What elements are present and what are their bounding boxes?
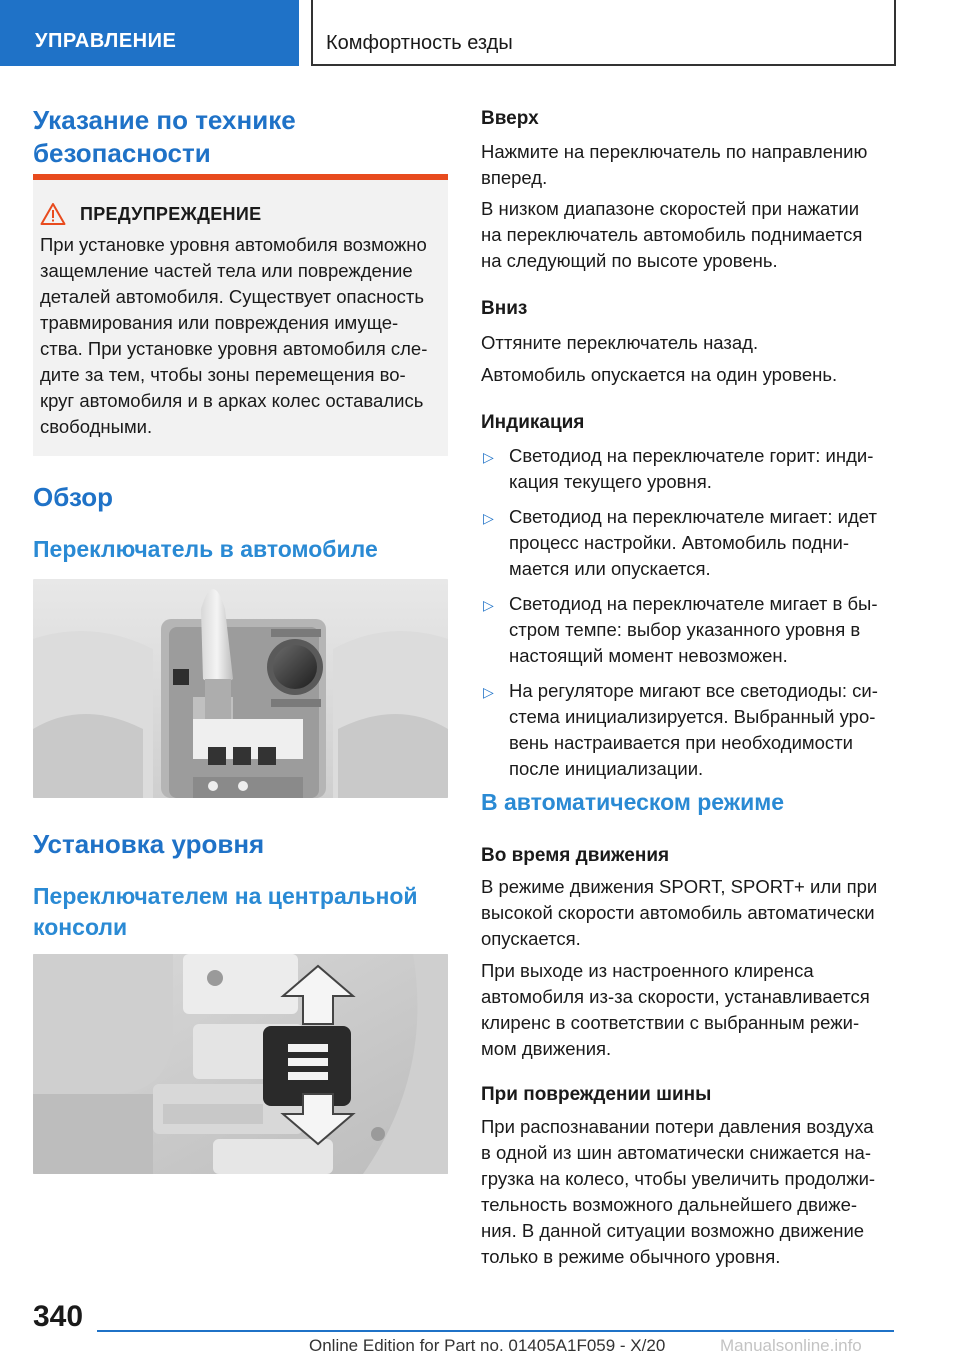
console-switch-heading-line-1: Переключателем на центральной xyxy=(33,883,418,909)
tire-line: ния. В данной ситуации возможно движение xyxy=(481,1220,865,1241)
up-instruction-line: вперед. xyxy=(481,167,548,188)
driving-line: опускается. xyxy=(481,928,581,949)
driving-line: высокой скорости автомобиль автоматически xyxy=(481,902,875,923)
triangle-bullet-icon: ▷ xyxy=(483,449,494,465)
up-low-speed-line: В низком диапазоне скоростей при нажатии xyxy=(481,198,860,219)
clearance-text xyxy=(481,958,901,1062)
up-heading: Вверх xyxy=(481,108,539,129)
list-item-line: процесс настройки. Автомобиль подни- xyxy=(509,532,849,553)
warning-text xyxy=(40,232,438,440)
console-switch-heading xyxy=(33,881,453,943)
safety-heading-line-1: Указание по технике xyxy=(33,105,296,135)
list-item-line: Светодиод на переключателе мигает: идет xyxy=(509,506,877,527)
list-item xyxy=(481,443,901,495)
tire-line: в одной из шин автоматически снижается на- xyxy=(481,1142,872,1163)
clearance-line: мом движения. xyxy=(481,1038,612,1059)
level-switch-photo xyxy=(33,954,448,1174)
center-console-photo xyxy=(33,579,448,798)
warning-line: свободными. xyxy=(40,416,153,437)
down-result: Автомобиль опускается на один уровень. xyxy=(481,364,838,385)
warning-line: травмирования или повреждения имуще- xyxy=(40,312,399,333)
warning-line: При установке уровня автомобиля возможно xyxy=(40,234,427,255)
list-item-line: кация текущего уровня. xyxy=(509,471,712,492)
safety-heading xyxy=(33,104,453,170)
tire-line: только в режиме обычного уровня. xyxy=(481,1246,781,1267)
warning-triangle-icon xyxy=(40,202,66,226)
edition-text: Online Edition for Part no. 01405A1F059 - X/20 xyxy=(309,1336,666,1355)
list-item xyxy=(481,591,901,669)
triangle-bullet-icon: ▷ xyxy=(483,510,494,526)
indication-heading: Индикация xyxy=(481,412,585,433)
list-item-line: стром темпе: выбор указанного уровня в xyxy=(509,619,861,640)
list-item-line: стема инициализируется. Выбранный уро- xyxy=(509,706,876,727)
up-low-speed-line: на переключатель автомобиль поднимается xyxy=(481,224,863,245)
warning-line: круг автомобиля и в арках колес оставались xyxy=(40,390,424,411)
overview-heading: Обзор xyxy=(33,482,113,512)
tire-damage-text xyxy=(481,1114,901,1270)
tire-line: При распознавании потери давления воздуха xyxy=(481,1116,874,1137)
tire-line: грузка на колесо, чтобы увеличить продолжи- xyxy=(481,1168,876,1189)
list-item-line: На регуляторе мигают все светодиоды: си- xyxy=(509,680,878,701)
driving-line: В режиме движения SPORT, SPORT+ или при xyxy=(481,876,878,897)
warning-line: ства. При установке уровня автомобиля сле- xyxy=(40,338,428,359)
safety-heading-line-2: безопасности xyxy=(33,138,211,168)
down-instruction: Оттяните переключатель назад. xyxy=(481,332,759,353)
tire-line: тельность возможного дальнейшего движе- xyxy=(481,1194,858,1215)
center-console-illustration xyxy=(33,579,448,798)
driving-text xyxy=(481,874,901,952)
triangle-bullet-icon: ▷ xyxy=(483,684,494,700)
warning-line: защемление частей тела или повреждение xyxy=(40,260,413,281)
section-tab: УПРАВЛЕНИЕ xyxy=(0,0,299,66)
footer-divider xyxy=(97,1330,894,1332)
warning-header xyxy=(40,202,438,226)
warning-line: дите за тем, чтобы зоны перемещения во- xyxy=(40,364,406,385)
up-low-speed-note xyxy=(481,196,901,274)
list-item-line: Светодиод на переключателе горит: инди- xyxy=(509,445,874,466)
list-item-line: после инициализации. xyxy=(509,758,704,779)
clearance-line: клиренс в соответствии с выбранным режи- xyxy=(481,1012,860,1033)
indication-list xyxy=(481,443,901,791)
triangle-bullet-icon: ▷ xyxy=(483,597,494,613)
watermark-text: Manualsonline.info xyxy=(720,1336,862,1355)
chapter-title: Комфортность езды xyxy=(326,32,513,54)
clearance-line: автомобиля из-за скорости, устанавливается xyxy=(481,986,870,1007)
up-instruction xyxy=(481,139,901,191)
warning-line: деталей автомобиля. Существует опасность xyxy=(40,286,424,307)
list-item-line: вень настраивается при необходимости xyxy=(509,732,853,753)
set-level-heading: Установка уровня xyxy=(33,829,265,859)
list-item-line: Светодиод на переключателе мигает в бы- xyxy=(509,593,878,614)
switch-in-car-heading: Переключатель в автомобиле xyxy=(33,536,378,562)
warning-box xyxy=(33,174,448,456)
list-item-line: мается или опускается. xyxy=(509,558,711,579)
tire-damage-heading: При повреждении шины xyxy=(481,1084,712,1105)
console-switch-heading-line-2: консоли xyxy=(33,914,128,940)
down-heading: Вниз xyxy=(481,298,528,319)
auto-mode-heading: В автоматическом режиме xyxy=(481,789,785,815)
clearance-line: При выходе из настроенного клиренса xyxy=(481,960,814,981)
list-item xyxy=(481,504,901,582)
page-number: 340 xyxy=(33,1300,84,1333)
list-item xyxy=(481,678,901,782)
list-item-line: настоящий момент невозможен. xyxy=(509,645,788,666)
driving-heading: Во время движения xyxy=(481,845,670,866)
up-low-speed-line: на следующий по высоте уровень. xyxy=(481,250,778,271)
up-instruction-line: Нажмите на переключатель по направлению xyxy=(481,141,868,162)
warning-label: ПРЕДУПРЕЖДЕНИЕ xyxy=(80,203,262,224)
level-switch-illustration xyxy=(33,954,448,1174)
